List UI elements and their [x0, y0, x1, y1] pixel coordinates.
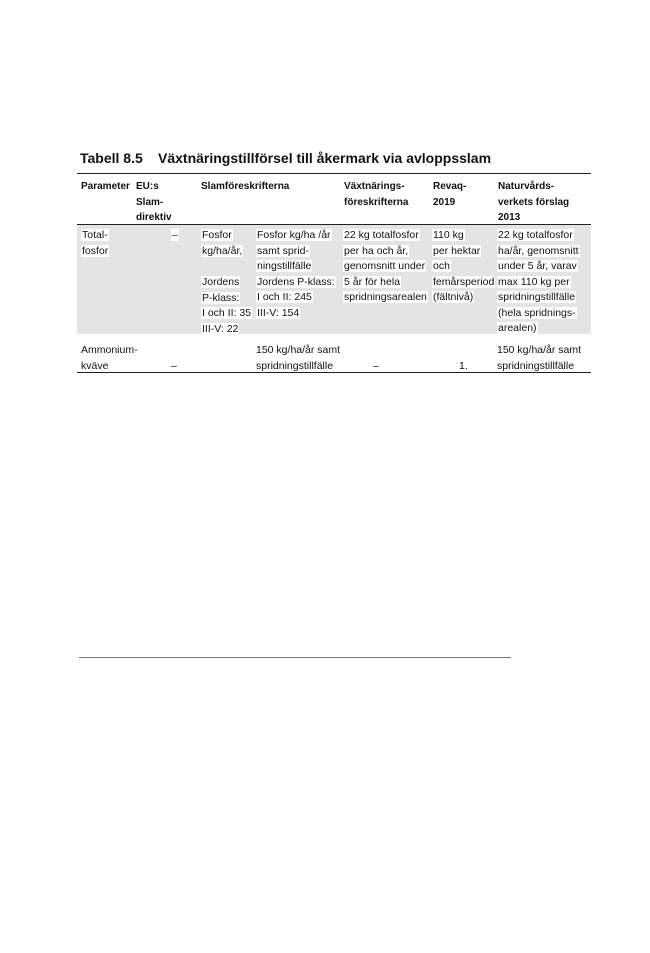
table-top-rule	[77, 173, 591, 174]
row1-vaxt: 22 kg totalfosfor per ha och år, genomsnitt under 5 år för hela spridningsarealen	[344, 229, 427, 303]
table-title: Växtnäringstillförsel till åkermark via avloppsslam	[158, 150, 492, 166]
row1-slam-a1: Fosfor kg/ha/år,	[202, 229, 243, 257]
footnote-rule	[79, 657, 511, 658]
header-nv: Naturvårds- verkets förslag 2013	[498, 181, 570, 223]
header-slam: Slamföreskrifterna	[201, 181, 290, 192]
table-bottom-rule	[77, 372, 591, 373]
row2-revaq: 1.	[459, 360, 468, 372]
row1-slam-a2: Jordens P-klass: I och II: 35 III-V: 22	[202, 276, 252, 335]
table-number: Tabell 8.5	[80, 150, 143, 166]
header-parameter: Parameter	[81, 181, 130, 192]
header-eu: EU:s Slam- direktiv	[136, 181, 172, 223]
header-revaq: Revaq- 2019	[433, 181, 467, 208]
row1-revaq: 110 kg per hektar och femårsperiod (fältnivå)	[433, 229, 495, 303]
row2-eu: –	[171, 360, 177, 372]
row2-nv: 150 kg/ha/år samt spridningstillfälle	[497, 344, 582, 372]
row1-nv: 22 kg totalfosfor ha/år, genomsnitt under 5 år, varav max 110 kg per spridningstillfälle (hela spridnings- arealen)	[498, 229, 579, 334]
row1-eu: –	[172, 229, 178, 241]
row2-vaxt: –	[373, 360, 379, 372]
row1-slam-b: Fosfor kg/ha /år samt sprid- ningstillfälle Jordens P-klass: I och II: 245 III-V: 154	[257, 229, 335, 319]
row1-param: Total- fosfor	[82, 229, 109, 257]
table-caption	[80, 150, 491, 166]
row2-param: Ammonium- kväve	[81, 344, 138, 372]
row2-slam-b: 150 kg/ha/år samt spridningstillfälle	[256, 344, 341, 372]
header-vaxt: Växtnärings- föreskrifterna	[344, 181, 409, 208]
